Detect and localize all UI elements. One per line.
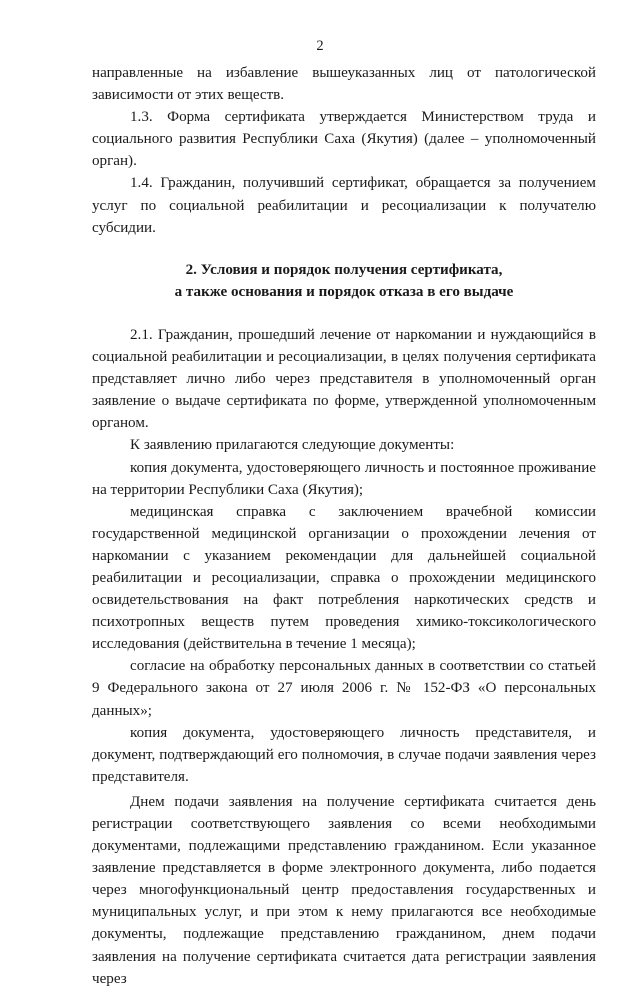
section-heading <box>92 259 596 303</box>
page-number: 2 <box>316 38 324 54</box>
document-body <box>92 62 596 990</box>
list-item-identity-copy: копия документа, удостоверяющего личность и постоянное проживание на территории Республики Саха (Якутия); <box>92 459 596 498</box>
section-heading-line-1: 2. Условия и порядок получения сертификата, <box>185 261 503 278</box>
list-item-representative-docs: копия документа, удостоверяющего личность представителя, и документ, подтверждающий его полномочия, в случае подачи заявления через представителя. <box>92 724 596 785</box>
section-heading-line-2: а также основания и порядок отказа в его выдаче <box>174 283 514 300</box>
list-item-data-consent: согласие на обработку персональных данных в соответствии со статьей 9 Федерального закона от 27 июля 2006 г. № 152-ФЗ «О персональных данных»; <box>92 658 596 719</box>
paragraph-documents-intro: К заявлению прилагаются следующие документы: <box>130 437 455 454</box>
paragraph-2-1: 2.1. Гражданин, прошедший лечение от наркомании и нуждающийся в социальной реабилитации и ресоциализации, в целях получения сертификата представляет лично либо через представителя в уполномоченный орган заявление о выдаче сертификата по форме, утвержденной уполномоченным органом. <box>92 326 596 432</box>
paragraph-submission-date: Днем подачи заявления на получение сертификата считается день регистрации соответствующего заявления со всеми необходимыми документами, подлежащими представлению гражданином. Если указанное заявление представляется в форме электронного документа, либо подается через многофункциональный центр предоставления государственных и муниципальных услуг, и при этом к нему прилагаются все необходимые документы, подлежащие представлению гражданином, днем подачи заявления на получение сертификата считается дата регистрации заявления через <box>92 793 596 987</box>
paragraph-continuation: направленные на избавление вышеуказанных лиц от патологической зависимости от этих веществ. <box>92 65 596 104</box>
paragraph-1-4: 1.4. Гражданин, получивший сертификат, обращается за получением услуг по социальной реабилитации и ресоциализации к получателю субсидии. <box>92 175 596 236</box>
list-item-medical-certificate: медицинская справка с заключением врачебной комиссии государственной медицинской организации о прохождении лечения от наркомании с указанием рекомендации для дальнейшей социальной реабилитации и ресоциализации, справка о прохождении медицинского освидетельствования на факт потребления наркотических средств и психотропных веществ путем проведения химико-токсикологического исследования (действительна в течение 1 месяца); <box>92 503 596 653</box>
paragraph-1-3: 1.3. Форма сертификата утверждается Министерством труда и социального развития Республики Саха (Якутия) (далее – уполномоченный орган). <box>92 109 596 170</box>
